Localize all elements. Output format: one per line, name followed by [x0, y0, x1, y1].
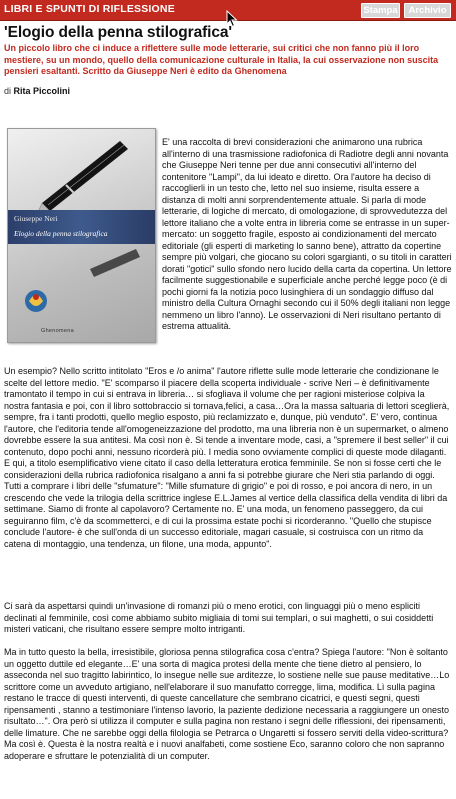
article-paragraph: Ma in tutto questo la bella, irresistibile, gloriosa penna stilografica cosa c'entra? Spiega l'autore: "Non è soltanto un oggetto duttile ed elegante…E' una sorta di magica protesi della mente che tiene dietro al pensiero, lo asseconda nel suo tragitto labirintico, lo insegue nelle sue arditezze, lo sostiene nelle sue pause meditative…Lo scrittore come un avveduto artigiano, nell'elaborare il suo manufatto corregge, lima, modifica. Lì sulla pagina restano le tracce di questi interventi, di queste cancellature che sembrano cicatrici, e questi segni, questi ripensamenti , stanno a testimoniare l'intenso lavorio, la paziente dedizione necessaria a raggiungere un onesto risultato…". Ora però si utilizza il computer e sulla pagina non restano i segni delle riflessioni, dei ripensamenti, delle limature. Che ne sarebbe oggi della filologia se Petrarca o Ungaretti si fossero serviti della video-scrittura? Ma così è. Questa è la nostra realtà e i nuovi analfabeti, come sostiene Eco, saranno coloro che non sapranno adoperare e sfruttare le potenzialità di un computer.	[4, 647, 450, 761]
cover-title: Elogio della penna stilografica	[14, 229, 108, 238]
article-title: 'Elogio della penna stilografica'	[4, 24, 233, 41]
archive-button[interactable]: Archivio	[404, 3, 451, 18]
article-paragraph: Un esempio? Nello scritto intitolato "Eros e /o anima" l'autore riflette sulle mode letterarie che condizionane le scelte del lettore medio. "E' scomparso il piacere della scoperta individuale - scrive Neri – è definitivamente tramontato il tempo in cui si entrava in libreria… si sfogliava il volume che per ragioni misteriose colpiva la nostra fantasia e poi, con il libro sottobraccio si tornava,felici, a casa…Ora la massa saltuaria di lettori sceglierà, sempre, fra i tanti prodotti, quello meglio esposto, più reclamizzato e, dunque, più venduto". E' vero, continua l'autore, che l'editoria tende all'omogeneizzazione del prodotto, ma una libreria non è un supermarket, o almeno dovrebbe essere la sua antitesi. Ma così non è. Si tende a inventare mode, casi, a "spremere il best seller" il cui contenuto, dopo pochi anni, nessuno ricorderà più. I media sono ovviamente complici di queste mode dilaganti. E qui, a titolo esemplificativo viene citato il caso della letteratura erotica femminile. Se non si fosse certi che le considerazioni della rubrica radiofonica risalgano a anni fa si potrebbe giurare che Neri stia parlando di oggi. Tutti a comprare i libri delle "sfumature": "Mille sfumature di grigio" e poi di rosso, e poi ancora di nero, in un crescendo che vede la trilogia della scrittrice inglese E.L.James al vertice della classifica della vendita di libri da settimane. Siamo di fronte al capolavoro? Certamente no. E' una moda, un fenomeno passeggero, da cui seguiranno film, c'è da scommetterci, e di cui la prossima estate pochi si ricorderanno. "Quello che stupisce conclude l'autore- è che sull'onda di un successo editoriale, magari casuale, si costruisca con un ritmo da catena di montaggio, una tendenza, un filone, una moda, appunto".	[4, 366, 450, 549]
cover-publisher-logo: Ghenomena	[41, 328, 74, 334]
cover-title-band	[8, 210, 155, 244]
article-lead: Un piccolo libro che ci induce a riflettere sulle mode letterarie, sui critici che non fanno più il loro mestiere, su un mondo, quello della comunicazione culturale in Italia, la cui osservazione non suscita pensieri esaltanti. Scritto da Giuseppe Neri è edito da Ghenomena	[4, 43, 439, 77]
author-name: Rita Piccolini	[13, 86, 71, 96]
section-title: LIBRI E SPUNTI DI RIFLESSIONE	[4, 3, 175, 15]
byline	[4, 86, 70, 96]
article-paragraph: Ci sarà da aspettarsi quindi un'invasione di romanzi più o meno erotici, con linguaggi più o meno espliciti declinati al femminile, così come abbiamo subito migliaia di tomi sui templari, o sui maghetti, o sui cosiddetti misteri vaticani, che risultano essere sempre molto intriganti.	[4, 601, 434, 634]
article-paragraph: E' una raccolta di brevi considerazioni che animarono una rubrica all'interno di una trasmissione radiofonica di Radiotre degli anni novanta che Giuseppe Neri tenne per due anni consecutivi all'interno del contenitore "Lampi", da lui ideato e diretto. Ora l'autore ha deciso di raccoglierli in un testo che, letto nel suo insieme, risulta essere a distanza di molti anni sorprendentemente attuale. Si parla di mode letterarie, di logiche di mercato, di omologazione, di sprovvedutezza del lettore italiano che a volte entra in libreria come se entrasse in un super-mercato: un soggetto fragile, esposto ai condizionamenti del mercato editoriale (gli esperti di marketing lo sanno bene), attratto da copertine sempre più volgari, che giocano su colori sgargianti, o su titoli in caratteri dorati "gotici" sullo sfondo nero lucido della carta da copertina. Un lettore facilmente suggestionabile e superficiale anche perché legge poco (è di pochi giorni fa la notizia poco lusinghiera di un sondaggio diffuso dal ministro della Cultura Ornaghi secondo cui il 50% degli italiani non legge nemmeno un libro l'anno). Le osservazioni di Neri risultano pertanto di estrema attualità.	[162, 137, 452, 331]
print-button[interactable]: Stampa	[361, 3, 400, 18]
cover-author: Giuseppe Neri	[14, 214, 58, 223]
byline-prefix: di	[4, 86, 12, 96]
book-cover-image	[7, 128, 156, 343]
